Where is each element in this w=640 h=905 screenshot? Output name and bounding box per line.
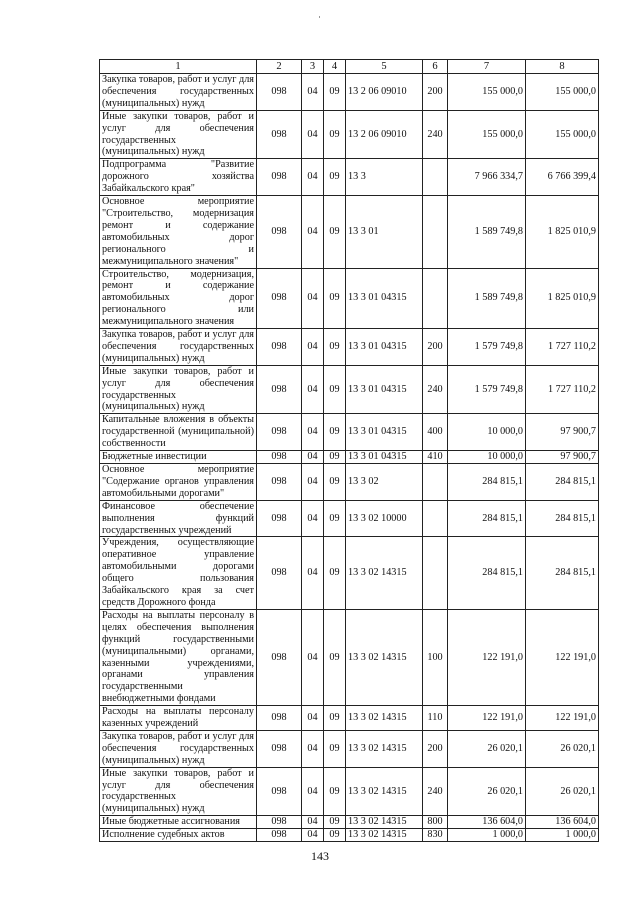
row-name-cell: Расходы на выплаты персоналу казенных учреждений <box>100 706 257 731</box>
row-name-cell: Основное мероприятие "Содержание органов управления автомобильными дорогами" <box>100 464 257 501</box>
subsection-cell: 09 <box>324 537 346 609</box>
table-row <box>100 609 599 705</box>
table-body <box>100 74 599 842</box>
table-row <box>100 159 599 196</box>
target-article-cell: 13 3 02 14315 <box>346 706 423 731</box>
subsection-cell: 09 <box>324 730 346 767</box>
section-cell: 04 <box>302 110 324 159</box>
target-article-cell: 13 3 02 14315 <box>346 537 423 609</box>
amount-year2-cell: 1 727 110,2 <box>526 365 599 414</box>
table-row <box>100 74 599 111</box>
row-name-cell: Капитальные вложения в объекты государственной (муниципальной) собственности <box>100 414 257 451</box>
target-article-cell: 13 3 02 14315 <box>346 730 423 767</box>
expense-type-cell <box>423 159 448 196</box>
section-cell: 04 <box>302 196 324 268</box>
admin-code-cell: 098 <box>257 110 302 159</box>
admin-code-cell: 098 <box>257 816 302 829</box>
admin-code-cell: 098 <box>257 159 302 196</box>
expense-type-cell <box>423 268 448 329</box>
table-row <box>100 110 599 159</box>
amount-year2-cell: 122 191,0 <box>526 706 599 731</box>
expense-type-cell: 240 <box>423 365 448 414</box>
column-header: 1 <box>100 60 257 74</box>
section-cell: 04 <box>302 816 324 829</box>
expense-type-cell <box>423 196 448 268</box>
expense-type-cell: 200 <box>423 730 448 767</box>
target-article-cell: 13 3 02 <box>346 464 423 501</box>
subsection-cell: 09 <box>324 414 346 451</box>
expense-type-cell: 110 <box>423 706 448 731</box>
row-name-cell: Исполнение судебных актов <box>100 829 257 842</box>
table-header-row <box>100 60 599 74</box>
amount-year1-cell: 10 000,0 <box>448 451 526 464</box>
table-row <box>100 500 599 537</box>
amount-year1-cell: 136 604,0 <box>448 816 526 829</box>
target-article-cell: 13 3 01 04315 <box>346 268 423 329</box>
admin-code-cell: 098 <box>257 730 302 767</box>
amount-year2-cell: 1 727 110,2 <box>526 329 599 366</box>
subsection-cell: 09 <box>324 159 346 196</box>
target-article-cell: 13 3 02 14315 <box>346 609 423 705</box>
subsection-cell: 09 <box>324 196 346 268</box>
row-name-cell: Иные закупки товаров, работ и услуг для обеспечения государственных (муниципальных) нужд <box>100 767 257 816</box>
subsection-cell: 09 <box>324 365 346 414</box>
amount-year2-cell: 1 000,0 <box>526 829 599 842</box>
section-cell: 04 <box>302 609 324 705</box>
admin-code-cell: 098 <box>257 609 302 705</box>
amount-year2-cell: 136 604,0 <box>526 816 599 829</box>
table-row <box>100 451 599 464</box>
amount-year1-cell: 1 589 749,8 <box>448 196 526 268</box>
section-cell: 04 <box>302 414 324 451</box>
subsection-cell: 09 <box>324 609 346 705</box>
subsection-cell: 09 <box>324 767 346 816</box>
table-row <box>100 829 599 842</box>
amount-year1-cell: 26 020,1 <box>448 767 526 816</box>
amount-year2-cell: 26 020,1 <box>526 730 599 767</box>
section-cell: 04 <box>302 829 324 842</box>
amount-year2-cell: 97 900,7 <box>526 451 599 464</box>
amount-year2-cell: 122 191,0 <box>526 609 599 705</box>
amount-year1-cell: 1 589 749,8 <box>448 268 526 329</box>
amount-year1-cell: 284 815,1 <box>448 500 526 537</box>
amount-year1-cell: 1 579 749,8 <box>448 365 526 414</box>
amount-year2-cell: 1 825 010,9 <box>526 268 599 329</box>
amount-year1-cell: 122 191,0 <box>448 706 526 731</box>
row-name-cell: Закупка товаров, работ и услуг для обеспечения государственных (муниципальных) нужд <box>100 74 257 111</box>
amount-year1-cell: 10 000,0 <box>448 414 526 451</box>
column-header: 7 <box>448 60 526 74</box>
expense-type-cell: 200 <box>423 329 448 366</box>
target-article-cell: 13 3 01 04315 <box>346 365 423 414</box>
amount-year1-cell: 284 815,1 <box>448 537 526 609</box>
amount-year1-cell: 1 579 749,8 <box>448 329 526 366</box>
section-cell: 04 <box>302 730 324 767</box>
column-header: 6 <box>423 60 448 74</box>
page-number: 143 <box>311 849 329 863</box>
amount-year1-cell: 155 000,0 <box>448 110 526 159</box>
target-article-cell: 13 3 02 14315 <box>346 829 423 842</box>
column-header: 4 <box>324 60 346 74</box>
target-article-cell: 13 3 <box>346 159 423 196</box>
row-name-cell: Бюджетные инвестиции <box>100 451 257 464</box>
admin-code-cell: 098 <box>257 464 302 501</box>
table-row <box>100 268 599 329</box>
admin-code-cell: 098 <box>257 767 302 816</box>
subsection-cell: 09 <box>324 464 346 501</box>
table-row <box>100 329 599 366</box>
row-name-cell: Строительство, модернизация, ремонт и содержание автомобильных дорог регионального или межмуниципального значения <box>100 268 257 329</box>
admin-code-cell: 098 <box>257 196 302 268</box>
admin-code-cell: 098 <box>257 500 302 537</box>
row-name-cell: Закупка товаров, работ и услуг для обеспечения государственных (муниципальных) нужд <box>100 329 257 366</box>
table-row <box>100 730 599 767</box>
table-row <box>100 196 599 268</box>
amount-year2-cell: 155 000,0 <box>526 110 599 159</box>
admin-code-cell: 098 <box>257 451 302 464</box>
admin-code-cell: 098 <box>257 329 302 366</box>
row-name-cell: Иные закупки товаров, работ и услуг для обеспечения государственных (муниципальных) нужд <box>100 365 257 414</box>
admin-code-cell: 098 <box>257 414 302 451</box>
admin-code-cell: 098 <box>257 537 302 609</box>
column-header: 5 <box>346 60 423 74</box>
subsection-cell: 09 <box>324 329 346 366</box>
target-article-cell: 13 3 01 04315 <box>346 329 423 366</box>
section-cell: 04 <box>302 500 324 537</box>
amount-year1-cell: 1 000,0 <box>448 829 526 842</box>
table-row <box>100 414 599 451</box>
section-cell: 04 <box>302 268 324 329</box>
admin-code-cell: 098 <box>257 268 302 329</box>
row-name-cell: Иные закупки товаров, работ и услуг для обеспечения государственных (муниципальных) нужд <box>100 110 257 159</box>
expense-type-cell: 800 <box>423 816 448 829</box>
admin-code-cell: 098 <box>257 829 302 842</box>
target-article-cell: 13 3 02 10000 <box>346 500 423 537</box>
section-cell: 04 <box>302 159 324 196</box>
amount-year1-cell: 122 191,0 <box>448 609 526 705</box>
budget-table <box>99 59 599 842</box>
expense-type-cell <box>423 537 448 609</box>
table-row <box>100 537 599 609</box>
table-row <box>100 767 599 816</box>
section-cell: 04 <box>302 464 324 501</box>
expense-type-cell: 200 <box>423 74 448 111</box>
amount-year1-cell: 7 966 334,7 <box>448 159 526 196</box>
subsection-cell: 09 <box>324 500 346 537</box>
column-header: 3 <box>302 60 324 74</box>
target-article-cell: 13 3 02 14315 <box>346 767 423 816</box>
section-cell: 04 <box>302 329 324 366</box>
subsection-cell: 09 <box>324 451 346 464</box>
admin-code-cell: 098 <box>257 74 302 111</box>
row-name-cell: Учреждения, осуществляющие оперативное управление автомобильными дорогами общего пользования Забайкальского края за счет средств Дорожного фонда <box>100 537 257 609</box>
amount-year1-cell: 155 000,0 <box>448 74 526 111</box>
subsection-cell: 09 <box>324 74 346 111</box>
target-article-cell: 13 2 06 09010 <box>346 74 423 111</box>
table-row <box>100 365 599 414</box>
target-article-cell: 13 3 01 <box>346 196 423 268</box>
admin-code-cell: 098 <box>257 365 302 414</box>
section-cell: 04 <box>302 74 324 111</box>
amount-year2-cell: 97 900,7 <box>526 414 599 451</box>
section-cell: 04 <box>302 537 324 609</box>
expense-type-cell: 240 <box>423 767 448 816</box>
section-cell: 04 <box>302 365 324 414</box>
row-name-cell: Основное мероприятие "Строительство, модернизация ремонт и содержание автомобильных дорог регионального и межмуниципального значения" <box>100 196 257 268</box>
section-cell: 04 <box>302 706 324 731</box>
expense-type-cell: 100 <box>423 609 448 705</box>
column-header: 8 <box>526 60 599 74</box>
subsection-cell: 09 <box>324 829 346 842</box>
section-cell: 04 <box>302 451 324 464</box>
amount-year2-cell: 284 815,1 <box>526 500 599 537</box>
row-name-cell: Закупка товаров, работ и услуг для обеспечения государственных (муниципальных) нужд <box>100 730 257 767</box>
row-name-cell: Расходы на выплаты персоналу в целях обеспечения выполнения функций государственными (муниципальными) органами, казенными учреждениями, органами управления государственными внебюджетными фондами <box>100 609 257 705</box>
amount-year2-cell: 284 815,1 <box>526 464 599 501</box>
expense-type-cell: 410 <box>423 451 448 464</box>
table-row <box>100 464 599 501</box>
amount-year1-cell: 26 020,1 <box>448 730 526 767</box>
expense-type-cell <box>423 464 448 501</box>
row-name-cell: Финансовое обеспечение выполнения функций государственных учреждений <box>100 500 257 537</box>
table-row <box>100 706 599 731</box>
row-name-cell: Иные бюджетные ассигнования <box>100 816 257 829</box>
section-cell: 04 <box>302 767 324 816</box>
target-article-cell: 13 2 06 09010 <box>346 110 423 159</box>
amount-year2-cell: 26 020,1 <box>526 767 599 816</box>
subsection-cell: 09 <box>324 816 346 829</box>
scan-speck <box>319 16 320 18</box>
subsection-cell: 09 <box>324 706 346 731</box>
amount-year1-cell: 284 815,1 <box>448 464 526 501</box>
expense-type-cell: 240 <box>423 110 448 159</box>
admin-code-cell: 098 <box>257 706 302 731</box>
expense-type-cell <box>423 500 448 537</box>
amount-year2-cell: 155 000,0 <box>526 74 599 111</box>
row-name-cell: Подпрограмма "Развитие дорожного хозяйства Забайкальского края" <box>100 159 257 196</box>
amount-year2-cell: 1 825 010,9 <box>526 196 599 268</box>
amount-year2-cell: 284 815,1 <box>526 537 599 609</box>
expense-type-cell: 830 <box>423 829 448 842</box>
target-article-cell: 13 3 01 04315 <box>346 414 423 451</box>
target-article-cell: 13 3 02 14315 <box>346 816 423 829</box>
amount-year2-cell: 6 766 399,4 <box>526 159 599 196</box>
expense-type-cell: 400 <box>423 414 448 451</box>
subsection-cell: 09 <box>324 268 346 329</box>
table-row <box>100 816 599 829</box>
column-header: 2 <box>257 60 302 74</box>
subsection-cell: 09 <box>324 110 346 159</box>
target-article-cell: 13 3 01 04315 <box>346 451 423 464</box>
